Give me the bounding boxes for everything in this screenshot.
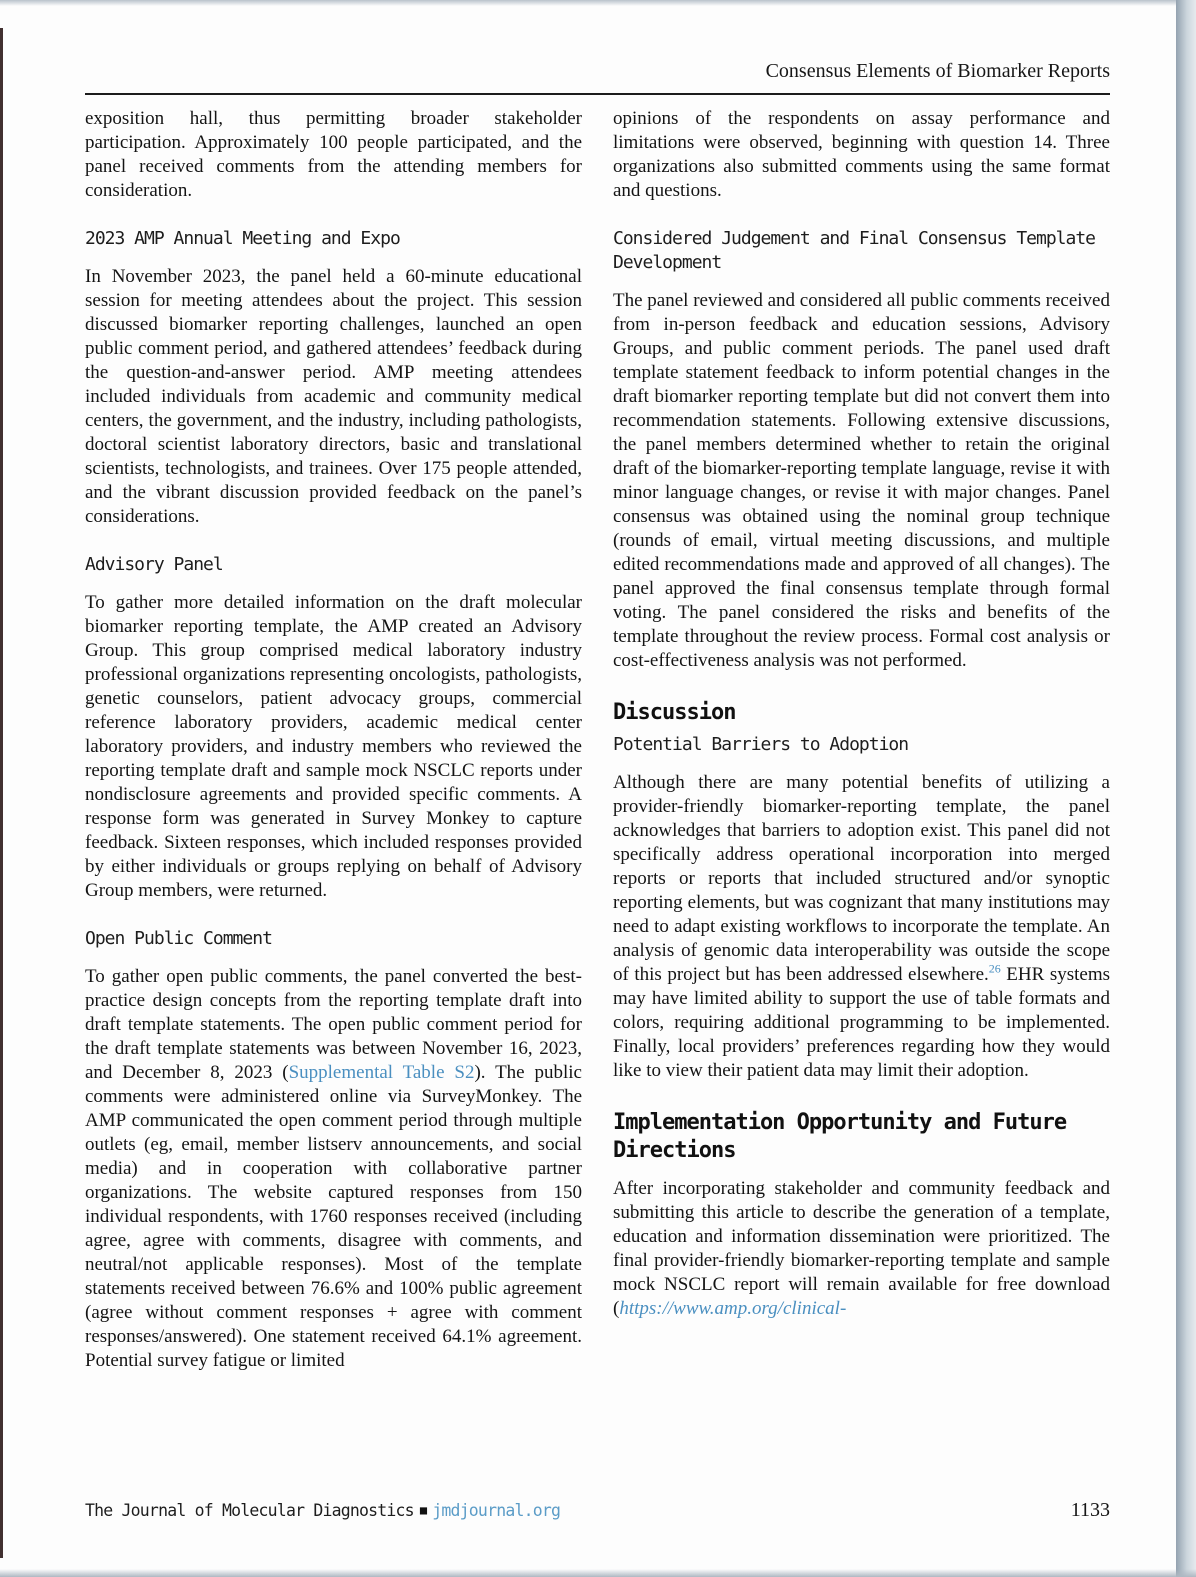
heading-annual-meeting: 2023 AMP Annual Meeting and Expo	[85, 228, 400, 249]
footer-journal-line	[85, 1501, 560, 1520]
right-column	[613, 107, 1110, 1373]
reference-26-link[interactable]: 26	[988, 961, 1001, 976]
running-head: Consensus Elements of Biomarker Reports	[765, 60, 1110, 82]
page-edge-bottom	[0, 1569, 1196, 1577]
barriers-text-before: Although there are many potential benefits of utilizing a provider-friendly biomarker-reporting template, the panel acknowledges that barriers to adoption exist. This panel did not specifically address operational incorporation into merged reports or reports that included structured and/or synoptic reporting elements, but was cognizant that many institutions may need to adapt existing workflows to incorporate the template. An analysis of genomic data interoperability was outside the scope of this project but has been addressed elsewhere.	[613, 772, 1110, 985]
jmdjournal-link[interactable]: jmdjournal.org	[432, 1501, 561, 1520]
page-edge-left	[0, 28, 3, 1558]
heading-advisory-panel: Advisory Panel	[85, 554, 223, 575]
implementation-text: After incorporating stakeholder and community feedback and submitting this article to describe the generation of a template, education and information dissemination were prioritized. The final provider-friendly biomarker-reporting template and sample mock NSCLC report will remain available for free download (	[613, 1178, 1110, 1319]
paragraph-annual-meeting: In November 2023, the panel held a 60-minute educational session for meeting attendees about the project. This session discussed biomarker reporting challenges, launched an open public comment period, and gathered attendees’ feedback during the question-and-answer period. AMP meeting attendees included individuals from academic and community medical centers, the government, and the industry, including pathologists, doctoral scientist laboratory directors, basic and translational scientists, technologists, and trainees. Over 175 people attended, and the vibrant discussion provided feedback on the panel’s considerations.	[85, 266, 582, 527]
heading-considered-judgement: Considered Judgement and Final Consensus Template Development	[613, 228, 1096, 273]
page-edge-top	[0, 0, 1196, 6]
article-content	[85, 107, 1110, 1373]
amp-url-link[interactable]: https://www.amp.org/clinical-	[619, 1298, 847, 1319]
open-comment-text-before: To gather open public comments, the panel converted the best-practice design concepts from the reporting template draft into draft template statements. The open public comment period for the draft template statements was between November 16, 2023, and December 8, 2023 (	[85, 966, 582, 1083]
paragraph-potential-barriers	[613, 771, 1110, 1083]
header-rule	[85, 93, 1110, 95]
left-column	[85, 107, 582, 1373]
paragraph-implementation	[613, 1177, 1110, 1321]
open-comment-text-after: ). The public comments were administered online via SurveyMonkey. The AMP communicated the open comment period through multiple outlets (eg, email, member listserv announcements, and social media) and in cooperation with collaborative partner organizations. The website captured responses from 150 individual respondents, with 1760 responses received (including agree, agree with comments, disagree with comments, and neutral/not applicable responses). Most of the template statements received between 76.6% and 100% public agreement (agree without comment responses + agree with comment responses/answered). One statement received 64.1% agreement. Potential survey fatigue or limited	[85, 1062, 582, 1371]
page-edge-right	[1176, 0, 1196, 1577]
heading-implementation: Implementation Opportunity and Future Directions	[613, 1110, 1067, 1163]
paragraph-opinions: opinions of the respondents on assay performance and limitations were observed, beginning with question 14. Three organizations also submitted comments using the same format and questions.	[613, 108, 1110, 201]
page-footer	[85, 1499, 1110, 1522]
square-separator-icon: ■	[419, 1503, 427, 1517]
barriers-text-after: EHR systems may have limited ability to support the use of table formats and colors, requiring additional programming to be implemented. Finally, local providers’ preferences regarding how they would like to view their patient data may limit their adoption.	[613, 964, 1110, 1081]
heading-discussion: Discussion	[613, 700, 736, 725]
journal-name: The Journal of Molecular Diagnostics	[85, 1501, 414, 1520]
supplemental-table-link[interactable]: Supplemental Table S2	[288, 1062, 475, 1083]
paragraph-considered-judgement: The panel reviewed and considered all public comments received from in-person feedback and education sessions, Advisory Groups, and public comment periods. The panel used draft template statement feedback to inform potential changes in the draft biomarker reporting template but did not convert them into recommendation statements. Following extensive discussions, the panel members determined whether to retain the original draft of the biomarker-reporting template language, revise it with minor language changes, or revise it with major changes. Panel consensus was obtained using the nominal group technique (rounds of email, virtual meeting discussions, and multiple edited recommendations made and approved of all changes). The panel approved the final consensus template through formal voting. The panel considered the risks and benefits of the template throughout the review process. Formal cost analysis or cost-effectiveness analysis was not performed.	[613, 290, 1110, 671]
heading-potential-barriers: Potential Barriers to Adoption	[613, 734, 909, 755]
page-number: 1133	[1070, 1499, 1110, 1521]
paragraph-advisory-panel: To gather more detailed information on the draft molecular biomarker reporting template, the AMP created an Advisory Group. This group comprised medical laboratory industry professional organizations representing oncologists, pathologists, genetic counselors, patient advocacy groups, commercial reference laboratory providers, academic medical center laboratory providers, and industry members who reviewed the reporting template draft and sample mock NSCLC reports under nondisclosure agreements and provided specific comments. A response form was generated in Survey Monkey to capture feedback. Sixteen responses, which included responses provided by either individuals or groups replying on behalf of Advisory Group members, were returned.	[85, 592, 582, 901]
heading-open-public-comment: Open Public Comment	[85, 928, 272, 949]
paragraph-exposition-hall: exposition hall, thus permitting broader stakeholder participation. Approximately 100 people participated, and the panel received comments from the attending members for consideration.	[85, 108, 582, 201]
paragraph-open-public-comment	[85, 965, 582, 1373]
